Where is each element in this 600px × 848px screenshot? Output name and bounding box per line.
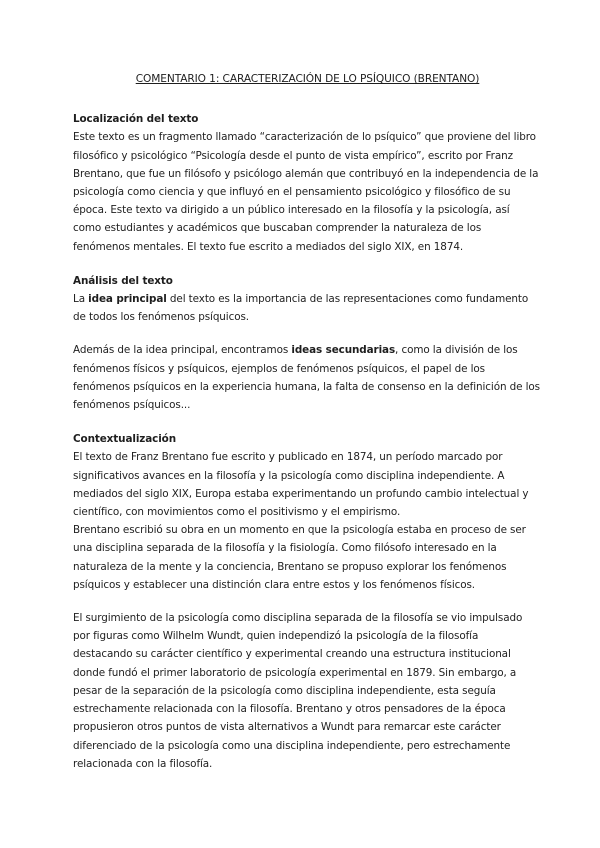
- section-contextualizacion: [73, 430, 540, 773]
- section-heading: Contextualización: [73, 433, 176, 446]
- paragraph: El surgimiento de la psicología como disciplina separada de la filosofía se vio impulsado por figuras como Wilhelm Wundt, quien independizó la psicología de la filosofía destacando su carácter científico y experimental creando una estructura institucional donde fundó el primer laboratorio de psicología experimental en 1879. Sin embargo, a pesar de la separación de la psicología como disciplina independiente, esta seguía estrechamente relacionada con la filosofía. Brentano y otros pensadores de la época propusieron otros puntos de vista alternativos a Wundt para remarcar este carácter diferenciado de la psicología como una disciplina independiente, pero estrechamente relacionada con la filosofía.: [73, 612, 523, 770]
- bold-term: idea principal: [88, 293, 167, 306]
- section-localizacion: [73, 110, 540, 256]
- paragraph: [73, 290, 540, 326]
- bold-term: ideas secundarias: [291, 344, 396, 357]
- paragraph: Este texto es un fragmento llamado “caracterización de lo psíquico” que proviene del libro filosófico y psicológico “Psicología desde el punto de vista empírico”, escrito por Franz Brentano, que fue un filósofo y psicólogo alemán que contribuyó en la independencia de la psicología como ciencia y que influyó en el pensamiento psicológico y filosófico de su época. Este texto va dirigido a un público interesado en la filosofía y la psicología, así como estudiantes y académicos que buscaban comprender la naturaleza de los fenómenos mentales. El texto fue escrito a mediados del siglo XIX, en 1874.: [73, 131, 539, 253]
- document-title: COMENTARIO 1: CARACTERIZACIÓN DE LO PSÍQUICO (BRENTANO): [135, 73, 480, 85]
- paragraph: [73, 341, 540, 414]
- text-run: , como la división de los fenómenos físicos y psíquicos, ejemplos de fenómenos psíquicos, el papel de los fenómenos psíquicos en la experiencia humana, la falta de consenso en la definición de los fenómenos psíquicos...: [73, 344, 540, 412]
- section-heading: Localización del texto: [73, 113, 199, 126]
- section-heading: Análisis del texto: [73, 274, 173, 287]
- paragraph: Brentano escribió su obra en un momento en que la psicología estaba en proceso de ser una disciplina separada de la filosofía y la fisiología. Como filósofo interesado en la naturaleza de la mente y la conciencia, Brentano se propuso explorar los fenómenos psíquicos y establecer una distinción clara entre estos y los fenómenos físicos.: [73, 524, 526, 591]
- text-run: del texto es la importancia de las representaciones como fundamento de todos los fenómenos psíquicos.: [73, 293, 529, 324]
- text-run: La: [73, 293, 89, 306]
- paragraph: El texto de Franz Brentano fue escrito y publicado en 1874, un período marcado por significativos avances en la filosofía y la psicología como disciplina independiente. A mediados del siglo XIX, Europa estaba experimentando un profundo cambio intelectual y científico, con movimientos como el positivismo y el empirismo.: [73, 451, 529, 519]
- section-analisis: [73, 272, 540, 414]
- text-run: Además de la idea principal, encontramos: [73, 344, 292, 357]
